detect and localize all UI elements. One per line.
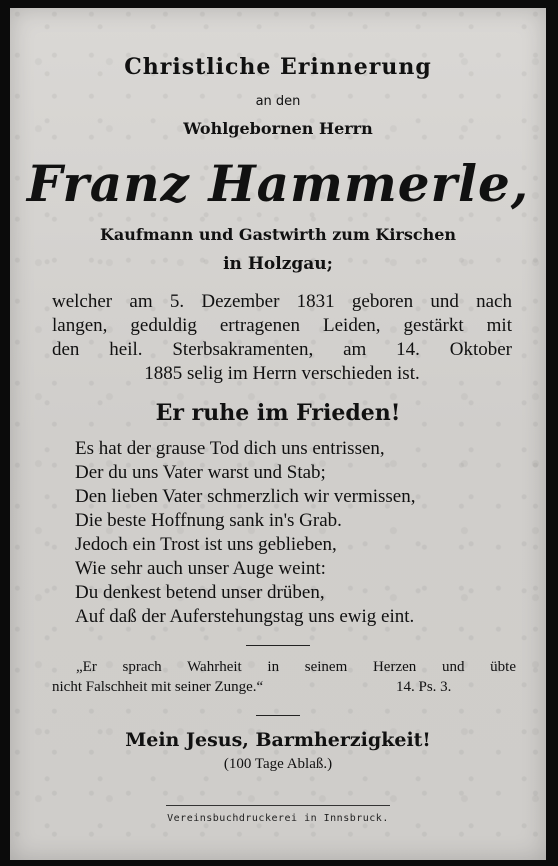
honorific-text: Wohlgebornen Herrn bbox=[183, 119, 373, 138]
verse-line: Den lieben Vater schmerzlich wir vermissen, bbox=[75, 486, 416, 507]
divider bbox=[246, 645, 310, 646]
indulgence-note: (100 Tage Ablaß.) bbox=[223, 756, 333, 772]
scripture-quote-line: nicht Falschheit mit seiner Zunge.“ bbox=[52, 679, 264, 695]
verse-line: Wie sehr auch unser Auge weint: bbox=[75, 558, 326, 579]
occupation-text: Kaufmann und Gastwirth zum Kirschen bbox=[99, 225, 457, 244]
verse-line: Der du uns Vater warst und Stab; bbox=[75, 462, 326, 483]
place-text: in Holzgau; bbox=[223, 254, 333, 274]
biography-line: langen, geduldig ertragenen Leiden, gestärkt mit bbox=[52, 315, 512, 336]
divider bbox=[256, 715, 300, 716]
scripture-quote-line: „Er sprach Wahrheit in seinem Herzen und übte bbox=[76, 659, 516, 675]
card-title: Christliche Erinnerung bbox=[124, 54, 432, 80]
verse-line: Die beste Hoffnung sank in's Grab. bbox=[75, 510, 342, 531]
verse-line: Es hat der grause Tod dich uns entrissen, bbox=[75, 438, 385, 459]
verse-line: Jedoch ein Trost ist uns geblieben, bbox=[75, 534, 337, 555]
scripture-reference: 14. Ps. 3. bbox=[396, 679, 452, 695]
biography-line: 1885 selig im Herrn verschieden ist. bbox=[144, 363, 420, 384]
verse-line: Auf daß der Auferstehungstag uns ewig eint. bbox=[75, 606, 415, 627]
verse-line: Du denkest betend unser drüben, bbox=[75, 582, 325, 603]
divider bbox=[166, 805, 390, 806]
printer-imprint: Vereinsbuchdruckerei in Innsbruck. bbox=[167, 813, 389, 824]
rest-in-peace-heading: Er ruhe im Frieden! bbox=[155, 400, 401, 426]
prayer-motto: Mein Jesus, Barmherzigkeit! bbox=[125, 729, 431, 751]
intro-text: an den bbox=[255, 94, 301, 109]
biography-line: welcher am 5. Dezember 1831 geboren und nach bbox=[52, 291, 512, 312]
memorial-card bbox=[10, 8, 546, 860]
deceased-name: Franz Hammerle, bbox=[26, 154, 530, 213]
biography-line: den heil. Sterbsakramenten, am 14. Oktober bbox=[52, 339, 512, 360]
